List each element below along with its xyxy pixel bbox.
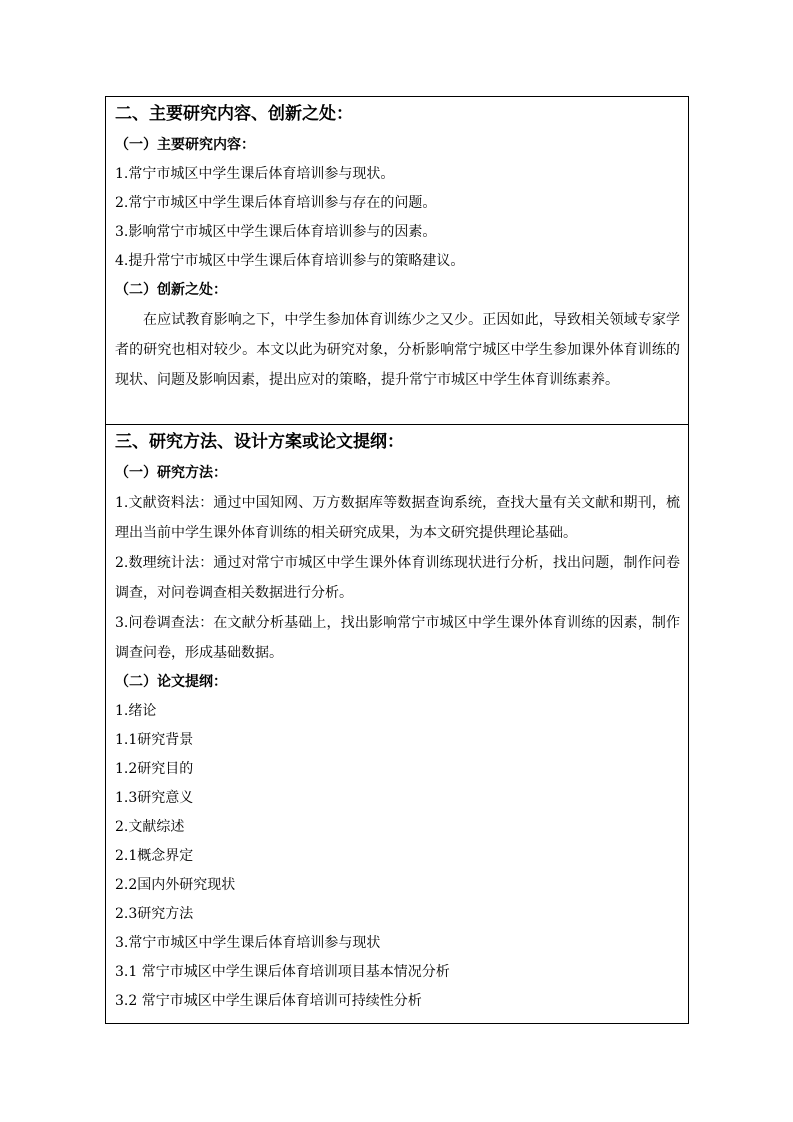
research-content-section — [106, 97, 688, 425]
outline-item: 2.文献综述 — [115, 819, 185, 835]
content-item: 4.提升常宁市城区中学生课后体育培训参与的策略建议。 — [115, 253, 465, 269]
outline-item: 3.1 常宁市城区中学生课后体育培训项目基本情况分析 — [115, 964, 450, 980]
content-item: 2.常宁市城区中学生课后体育培训参与存在的问题。 — [115, 195, 437, 211]
outline-item: 3.常宁市城区中学生课后体育培训参与现状 — [115, 935, 381, 951]
outline-item: 1.1研究背景 — [115, 732, 194, 748]
method-paragraph: 2.数理统计法：通过对常宁市城区中学生课外体育训练现状进行分析，找出问题，制作问卷调查，对问卷调查相关数据进行分析。 — [115, 555, 680, 601]
innovation-paragraph: 在应试教育影响之下，中学生参加体育训练少之又少。正因如此，导致相关领域专家学者的研究也相对较少。本文以此为研究对象，分析影响常宁城区中学生参加课外体育训练的现状、问题及影响因素，提出应对的策略，提升常宁市城区中学生体育训练素养。 — [115, 312, 680, 388]
subheading-innovation: （二）创新之处： — [115, 282, 227, 298]
proposal-table — [105, 96, 689, 1024]
section-title-methods: 三、研究方法、设计方案或论文提纲： — [115, 432, 404, 452]
section-title-content: 二、主要研究内容、创新之处： — [115, 104, 353, 124]
outline-item: 2.1概念界定 — [115, 848, 194, 864]
subheading-outline: （二）论文提纲： — [115, 674, 227, 690]
subheading-methods: （一）研究方法： — [115, 465, 227, 481]
outline-item: 2.2国内外研究现状 — [115, 877, 236, 893]
method-paragraph: 3.问卷调查法：在文献分析基础上，找出影响常宁市城区中学生课外体育训练的因素，制作调查问卷，形成基础数据。 — [115, 615, 680, 661]
outline-item: 1.绪论 — [115, 703, 157, 719]
outline-item: 1.3研究意义 — [115, 790, 194, 806]
outline-item: 2.3研究方法 — [115, 906, 194, 922]
outline-item: 1.2研究目的 — [115, 761, 194, 777]
subheading-main-content: （一）主要研究内容： — [115, 137, 255, 153]
outline-item: 3.2 常宁市城区中学生课后体育培训可持续性分析 — [115, 993, 422, 1009]
content-item: 3.影响常宁市城区中学生课后体育培训参与的因素。 — [115, 224, 437, 240]
method-paragraph: 1.文献资料法：通过中国知网、万方数据库等数据查询系统，查找大量有关文献和期刊，梳理出当前中学生课外体育训练的相关研究成果，为本文研究提供理论基础。 — [115, 495, 680, 541]
content-item: 1.常宁市城区中学生课后体育培训参与现状。 — [115, 166, 395, 182]
research-methods-section — [106, 425, 688, 1023]
